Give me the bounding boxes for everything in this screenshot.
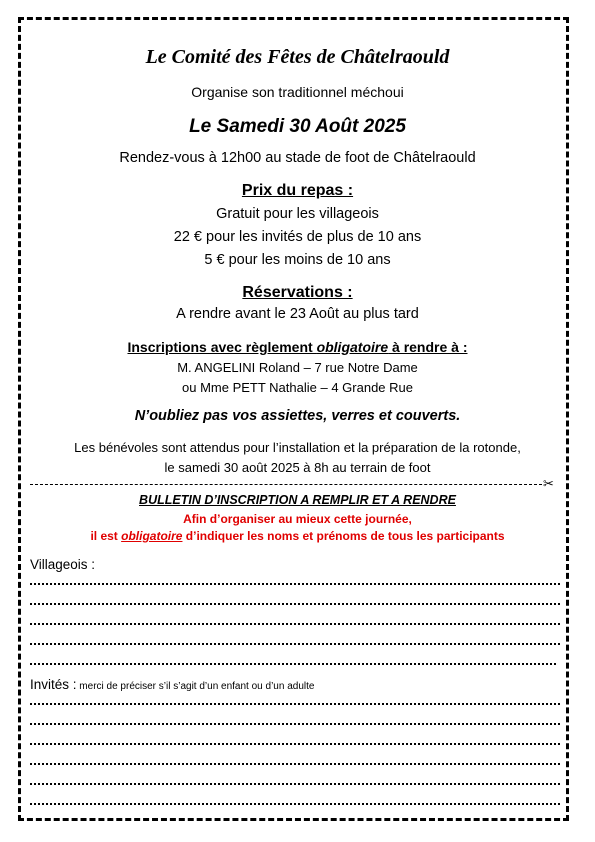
invites-label: Invités : <box>30 677 77 692</box>
inscriptions-heading-italic: obligatoire <box>316 339 389 355</box>
volunteers-line: le samedi 30 août 2025 à 8h au terrain de foot <box>164 460 431 475</box>
villageois-field-3[interactable] <box>30 623 560 625</box>
page-title: Le Comité des Fêtes de Châtelraould <box>145 46 450 68</box>
bulletin-note-italic: obligatoire <box>121 529 183 543</box>
contact-line: M. ANGELINI Roland – 7 rue Notre Dame <box>177 360 418 375</box>
villageois-label: Villageois : <box>30 557 96 572</box>
invites-field-5[interactable] <box>30 783 560 785</box>
invites-field-6[interactable] <box>30 803 560 805</box>
prices-heading: Prix du repas : <box>241 182 354 199</box>
reservations-text: A rendre avant le 23 Août au plus tard <box>176 306 419 322</box>
scissors-icon: ✂ <box>543 476 554 491</box>
villageois-field-4[interactable] <box>30 643 560 645</box>
villageois-field-5[interactable] <box>30 663 556 665</box>
invites-field-2[interactable] <box>30 723 560 725</box>
bulletin-note-part1: il est <box>90 529 122 543</box>
villageois-field-1[interactable] <box>30 583 560 585</box>
contact-line: ou Mme PETT Nathalie – 4 Grande Rue <box>182 380 413 395</box>
invites-hint: merci de préciser s’il s’agit d’un enfant ou d’un adulte <box>76 681 315 692</box>
bulletin-note-line1: Afin d’organiser au mieux cette journée, <box>183 512 412 526</box>
invites-field-1[interactable] <box>30 703 560 705</box>
reservations-heading: Réservations : <box>242 284 353 301</box>
villageois-field-2[interactable] <box>30 603 560 605</box>
invites-label-row <box>30 676 314 694</box>
event-date: Le Samedi 30 Août 2025 <box>189 116 406 137</box>
volunteers-line: Les bénévoles sont attendus pour l’installation et la préparation de la rotonde, <box>74 440 521 455</box>
cut-line <box>30 484 542 485</box>
inscriptions-heading <box>0 339 595 355</box>
subtitle: Organise son traditionnel méchoui <box>191 84 404 100</box>
inscriptions-heading-part2: à rendre à : <box>388 339 468 355</box>
price-item: 22 € pour les invités de plus de 10 ans <box>173 229 422 245</box>
inscriptions-heading-part1: Inscriptions avec règlement <box>127 339 317 355</box>
bulletin-title: BULLETIN D’INSCRIPTION A REMPLIR ET A RENDRE <box>139 493 456 507</box>
invites-field-4[interactable] <box>30 763 560 765</box>
reminder-text: N’oubliez pas vos assiettes, verres et couverts. <box>134 408 461 424</box>
price-item: Gratuit pour les villageois <box>216 206 379 222</box>
meeting-info: Rendez-vous à 12h00 au stade de foot de Châtelraould <box>119 150 476 166</box>
bulletin-note-part2: d’indiquer les noms et prénoms de tous les participants <box>182 529 505 543</box>
bulletin-note-line2 <box>0 529 595 543</box>
invites-field-3[interactable] <box>30 743 560 745</box>
price-item: 5 € pour les moins de 10 ans <box>204 252 391 268</box>
